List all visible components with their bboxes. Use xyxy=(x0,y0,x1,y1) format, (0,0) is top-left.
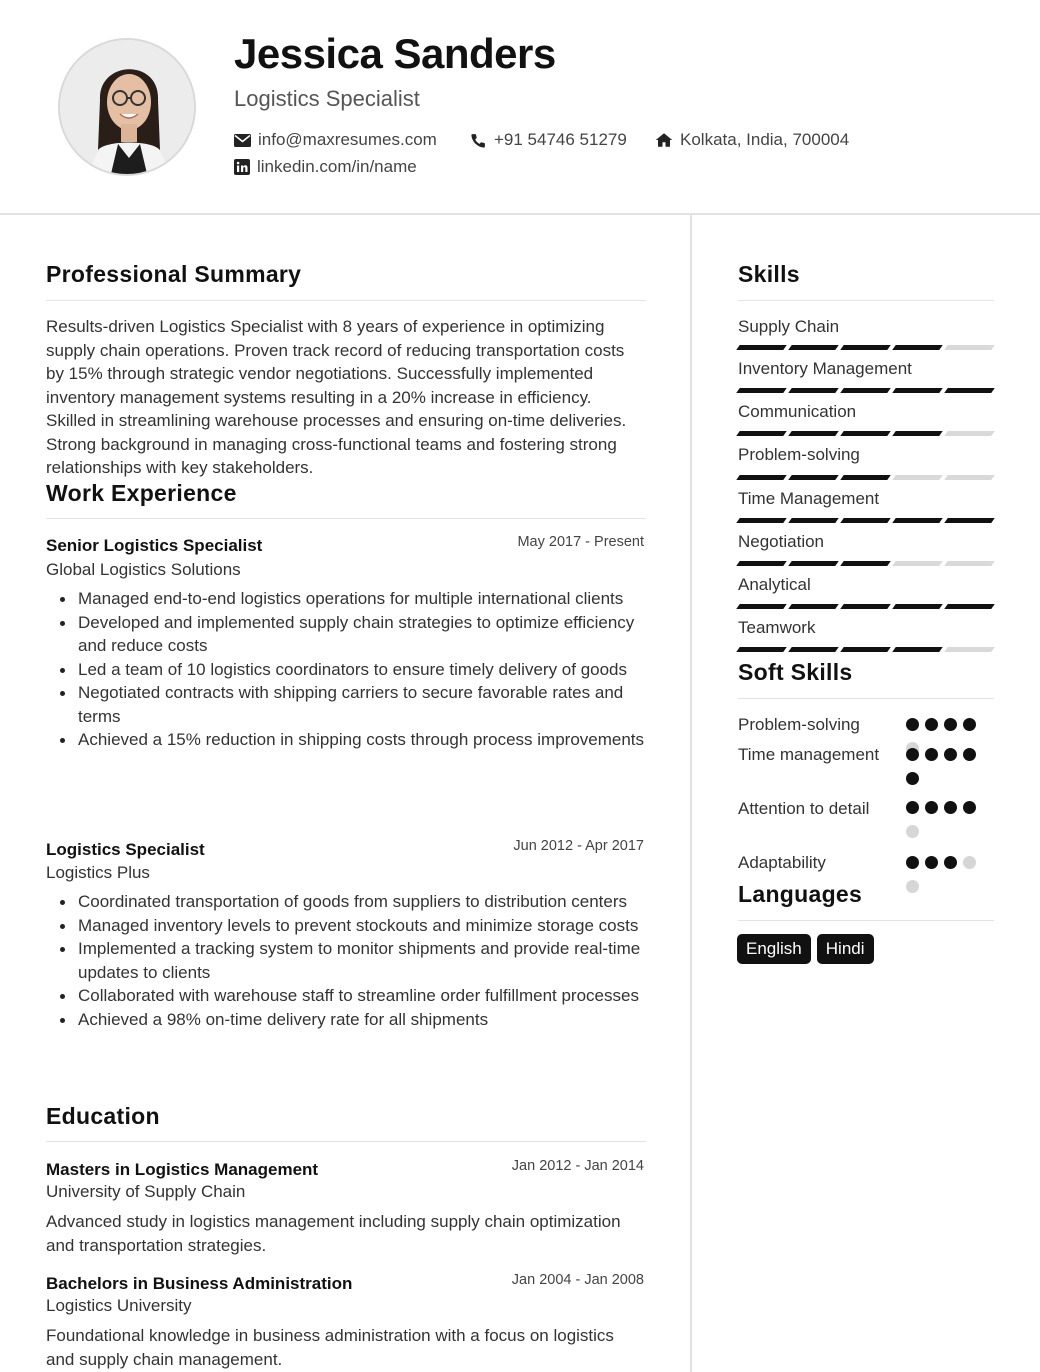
skills-rule xyxy=(738,300,994,301)
skill-bar xyxy=(738,561,993,566)
rating-dot xyxy=(963,718,976,731)
skill-level-segment xyxy=(944,518,995,523)
languages-rule xyxy=(738,920,994,921)
job-bullet: Managed inventory levels to prevent stockouts and minimize storage costs xyxy=(78,914,648,938)
skill-level-segment xyxy=(944,604,995,609)
skill-level-segment xyxy=(788,475,839,480)
skill-level-segment xyxy=(736,647,787,652)
language-badge: English xyxy=(737,934,811,964)
rating-dot xyxy=(944,801,957,814)
summary-rule xyxy=(46,300,646,301)
skill-level-segment xyxy=(892,561,943,566)
experience-rule xyxy=(46,518,646,519)
education-heading: Education xyxy=(46,1103,160,1129)
job-title: Senior Logistics Specialist xyxy=(46,536,263,555)
job-bullet: Led a team of 10 logistics coordinators to ensure timely delivery of goods xyxy=(78,658,648,682)
job-bullet: Achieved a 15% reduction in shipping costs through process improvements xyxy=(78,728,648,752)
school-name: University of Supply Chain xyxy=(46,1182,246,1201)
skill-name: Supply Chain xyxy=(738,317,840,336)
skill-level-segment xyxy=(840,647,891,652)
skill-level-segment xyxy=(944,561,995,566)
skill-level-segment xyxy=(840,345,891,350)
rating-dot xyxy=(963,748,976,761)
skill-level-segment xyxy=(736,518,787,523)
job-bullet: Coordinated transportation of goods from suppliers to distribution centers xyxy=(78,890,648,914)
location-text: Kolkata, India, 700004 xyxy=(680,130,850,149)
rating-dot xyxy=(944,718,957,731)
phone-text: +91 54746 51279 xyxy=(494,130,627,149)
skill-name: Time Management xyxy=(738,489,880,508)
job-title: Logistics Specialist xyxy=(46,840,205,859)
candidate-role: Logistics Specialist xyxy=(234,86,420,111)
skill-level-segment xyxy=(736,345,787,350)
skill-level-segment xyxy=(944,647,995,652)
summary-text: Results-driven Logistics Specialist with 8 years of experience in optimizing supply chain operations. Proven track record of reducing transportation costs by 15% through strategic vendor negotiations. Successfully implemented inventory management systems resulting in a 20% increase in efficiency. Skilled in streamlining warehouse processes and ensuring on-time deliveries. Strong background in managing cross-functional teams and fostering strong relationships with key stakeholders. xyxy=(46,317,627,477)
skill-level-segment xyxy=(840,475,891,480)
skill-level-segment xyxy=(788,561,839,566)
skill-level-segment xyxy=(944,388,995,393)
soft-skill-rating xyxy=(906,748,982,785)
job-bullet: Managed end-to-end logistics operations for multiple international clients xyxy=(78,587,648,611)
soft-skill-rating xyxy=(906,856,982,893)
skill-name: Problem-solving xyxy=(738,445,860,464)
skill-name: Negotiation xyxy=(738,532,825,551)
skill-level-segment xyxy=(736,604,787,609)
skill-level-segment xyxy=(736,431,787,436)
degree-title: Masters in Logistics Management xyxy=(46,1160,319,1179)
candidate-name: Jessica Sanders xyxy=(234,30,556,77)
job-company: Logistics Plus xyxy=(46,863,150,882)
rating-dot xyxy=(906,748,919,761)
job-bullet: Achieved a 98% on-time delivery rate for all shipments xyxy=(78,1008,648,1032)
email-text: info@maxresumes.com xyxy=(258,130,437,149)
job-dates: Jun 2012 - Apr 2017 xyxy=(513,838,644,854)
skill-level-segment xyxy=(788,604,839,609)
skill-level-segment xyxy=(840,561,891,566)
skill-bar xyxy=(738,388,993,393)
skill-bar xyxy=(738,475,993,480)
skill-level-segment xyxy=(736,561,787,566)
rating-dot xyxy=(906,772,919,785)
skill-bar xyxy=(738,604,993,609)
skill-name: Communication xyxy=(738,402,857,421)
skill-level-segment xyxy=(892,475,943,480)
rating-dot xyxy=(906,718,919,731)
job-dates: May 2017 - Present xyxy=(517,534,644,550)
school-name: Logistics University xyxy=(46,1296,192,1315)
languages-heading: Languages xyxy=(738,881,863,907)
rating-dot xyxy=(925,801,938,814)
skill-level-segment xyxy=(944,345,995,350)
linkedin-text: linkedin.com/in/name xyxy=(257,157,417,176)
rating-dot xyxy=(906,880,919,893)
skill-level-segment xyxy=(840,604,891,609)
skill-level-segment xyxy=(788,647,839,652)
job-bullet: Collaborated with warehouse staff to streamline order fulfillment processes xyxy=(78,984,648,1008)
language-list xyxy=(737,934,874,964)
rating-dot xyxy=(925,856,938,869)
skill-bar xyxy=(738,431,993,436)
job-bullets xyxy=(78,587,648,752)
contact-email[interactable] xyxy=(234,130,437,150)
skill-level-segment xyxy=(892,388,943,393)
rating-dot xyxy=(925,748,938,761)
skill-level-segment xyxy=(788,345,839,350)
degree-title: Bachelors in Business Administration xyxy=(46,1274,353,1293)
language-badge: Hindi xyxy=(817,934,874,964)
job-bullet: Negotiated contracts with shipping carriers to secure favorable rates and terms xyxy=(78,681,648,728)
summary-heading: Professional Summary xyxy=(46,261,302,287)
skill-level-segment xyxy=(892,431,943,436)
rating-dot xyxy=(906,825,919,838)
soft-skills-heading: Soft Skills xyxy=(738,659,853,685)
skill-bar xyxy=(738,518,993,523)
column-divider xyxy=(690,215,692,1372)
home-icon xyxy=(655,132,673,148)
skill-level-segment xyxy=(788,388,839,393)
degree-description: Advanced study in logistics management including supply chain optimization and transportation strategies. xyxy=(46,1212,621,1255)
rating-dot xyxy=(944,748,957,761)
soft-skills-rule xyxy=(738,698,994,699)
profile-photo-icon xyxy=(60,40,196,176)
job-bullet: Developed and implemented supply chain strategies to optimize efficiency and reduce costs xyxy=(78,611,648,658)
skill-level-segment xyxy=(892,518,943,523)
skill-bar xyxy=(738,345,993,350)
skill-name: Analytical xyxy=(738,575,811,594)
rating-dot xyxy=(906,856,919,869)
job-company: Global Logistics Solutions xyxy=(46,560,241,579)
degree-description: Foundational knowledge in business administration with a focus on logistics and supply chain management. xyxy=(46,1326,614,1369)
soft-skill-name: Time management xyxy=(738,745,880,764)
resume-header xyxy=(0,0,1040,215)
linkedin-icon xyxy=(234,159,250,175)
rating-dot xyxy=(963,856,976,869)
skill-level-segment xyxy=(944,431,995,436)
skill-bar xyxy=(738,647,993,652)
degree-dates: Jan 2012 - Jan 2014 xyxy=(511,1158,644,1174)
contact-location xyxy=(655,130,849,150)
soft-skill-name: Attention to detail xyxy=(738,799,870,818)
skill-level-segment xyxy=(840,518,891,523)
skill-level-segment xyxy=(892,345,943,350)
rating-dot xyxy=(925,718,938,731)
experience-heading: Work Experience xyxy=(46,480,237,506)
soft-skill-name: Adaptability xyxy=(738,853,826,872)
education-rule xyxy=(46,1141,646,1142)
soft-skill-rating xyxy=(906,801,982,838)
skills-heading: Skills xyxy=(738,261,800,287)
job-bullets xyxy=(78,890,648,1031)
skill-name: Teamwork xyxy=(738,618,816,637)
skill-level-segment xyxy=(736,475,787,480)
skill-name: Inventory Management xyxy=(738,359,912,378)
skill-level-segment xyxy=(892,647,943,652)
avatar xyxy=(58,38,196,176)
skill-level-segment xyxy=(736,388,787,393)
soft-skill-name: Problem-solving xyxy=(738,715,860,734)
skill-level-segment xyxy=(840,431,891,436)
degree-dates: Jan 2004 - Jan 2008 xyxy=(511,1272,644,1288)
rating-dot xyxy=(906,801,919,814)
skill-level-segment xyxy=(788,518,839,523)
skill-level-segment xyxy=(892,604,943,609)
phone-icon xyxy=(470,132,487,149)
contact-phone[interactable] xyxy=(470,130,627,150)
skill-level-segment xyxy=(788,431,839,436)
contact-linkedin[interactable] xyxy=(234,157,417,177)
skill-level-segment xyxy=(944,475,995,480)
skill-level-segment xyxy=(840,388,891,393)
rating-dot xyxy=(963,801,976,814)
envelope-icon xyxy=(234,134,251,147)
rating-dot xyxy=(944,856,957,869)
job-bullet: Implemented a tracking system to monitor shipments and provide real-time updates to clients xyxy=(78,937,648,984)
